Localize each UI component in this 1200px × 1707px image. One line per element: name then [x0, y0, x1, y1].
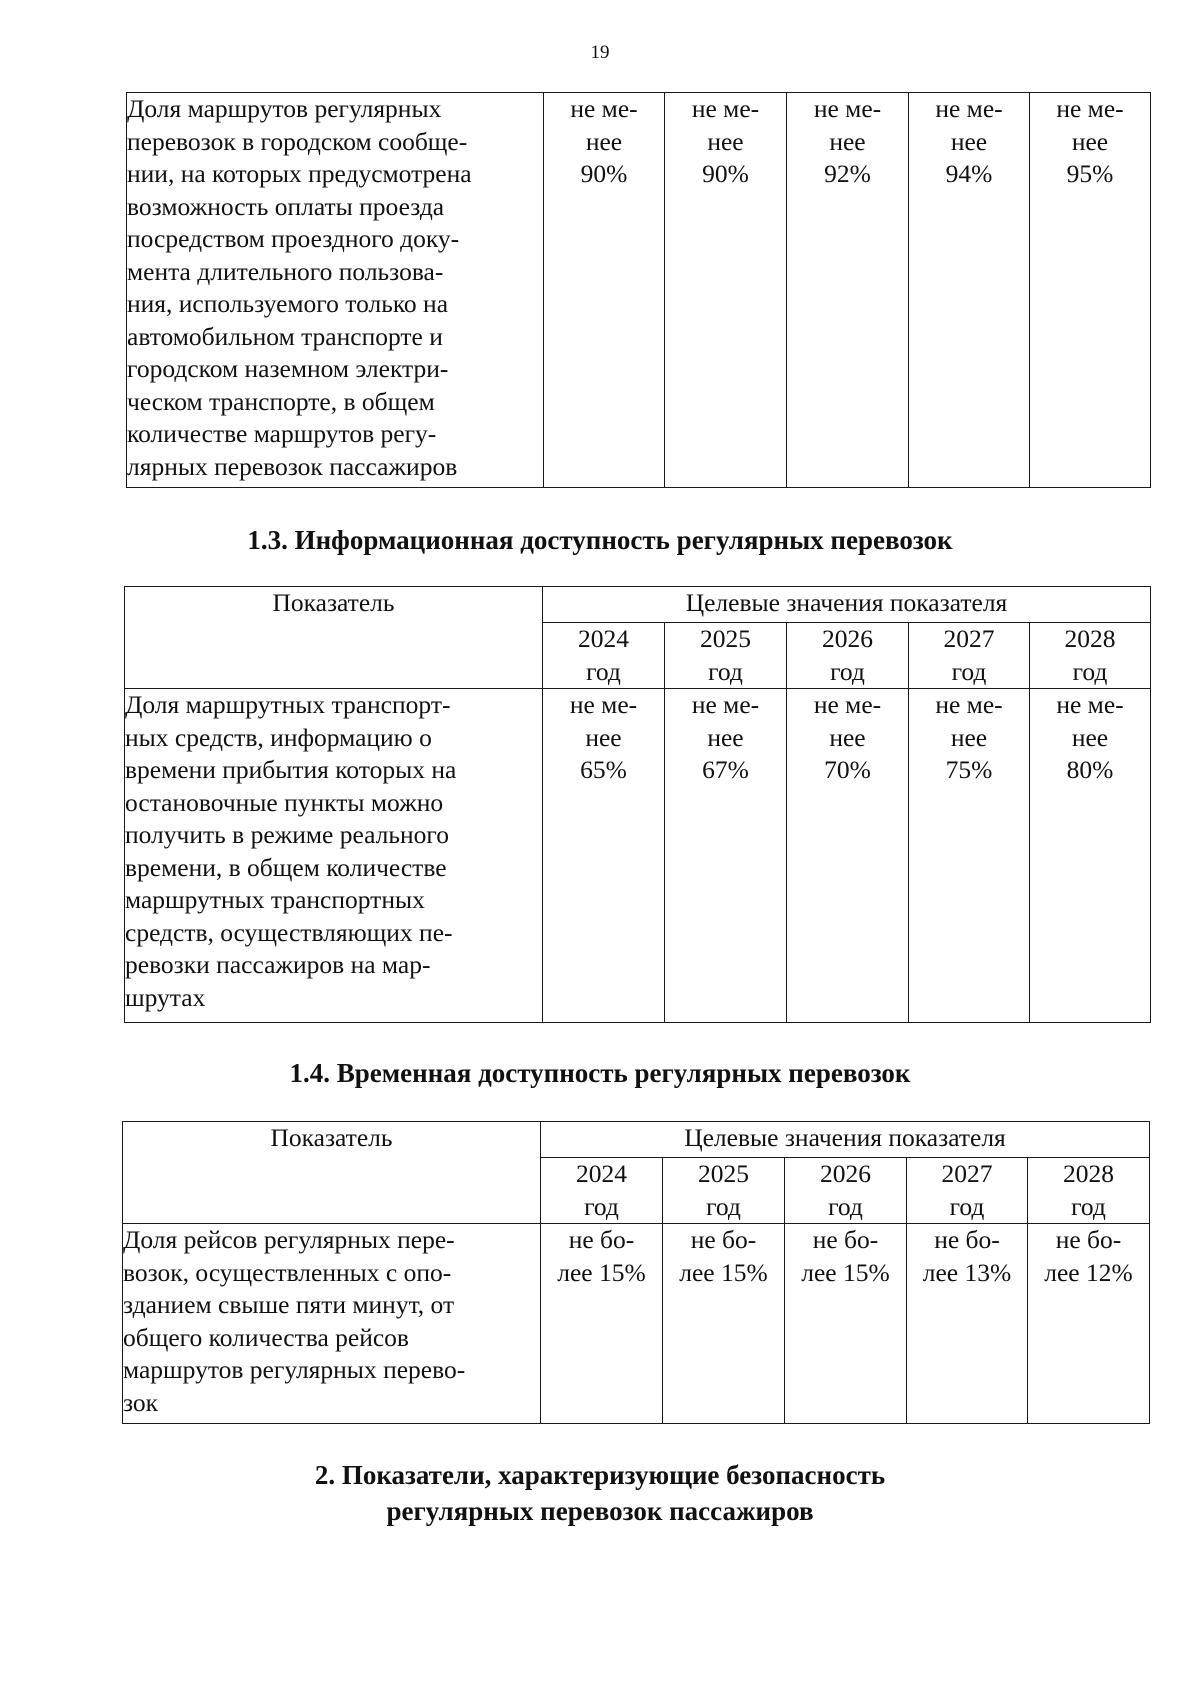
table-header-row	[123, 1122, 1150, 1158]
indicator-line: лярных перевозок пассажиров	[127, 451, 458, 481]
value-cell-2024	[544, 93, 665, 488]
header-target-values: Целевые значения показателя	[541, 1122, 1150, 1158]
value-line: нее	[585, 722, 622, 752]
value-line: 90%	[702, 159, 749, 188]
value-line: нее	[950, 722, 988, 752]
indicator-line: городском наземном электри-	[127, 354, 449, 383]
value-line: 95%	[1066, 159, 1114, 188]
header-year-2027	[907, 1158, 1028, 1224]
indicator-line: зданием свыше пяти минут, от	[123, 1290, 455, 1319]
value-line: 67%	[702, 755, 749, 784]
indicator-line: получить в режиме реального	[125, 820, 449, 849]
indicator-line: ных средств, информацию о	[125, 722, 432, 752]
value-cell-2027	[909, 93, 1030, 488]
value-line: не ме-	[935, 690, 1003, 719]
year-unit: год	[830, 656, 865, 686]
value-line: нее	[1071, 126, 1109, 156]
year-unit: год	[1071, 1191, 1106, 1221]
header-year-2028	[1030, 623, 1151, 689]
header-year-2025	[665, 623, 787, 689]
value-cell-2025	[663, 1224, 785, 1424]
value-line: не бо-	[812, 1225, 879, 1254]
indicator-line: Доля маршрутных транспорт-	[125, 690, 451, 719]
table-row	[125, 689, 1151, 1023]
indicator-cell	[125, 689, 543, 1023]
value-cell-2024	[541, 1224, 663, 1424]
value-line: не ме-	[691, 94, 760, 123]
value-line: нее	[707, 722, 744, 752]
year-line: 2026	[820, 1159, 871, 1188]
value-line: 70%	[824, 755, 871, 784]
year-line: 2028	[1063, 1159, 1114, 1188]
indicator-line: ческом транспорте, в общем	[127, 386, 435, 416]
indicator-line: ревозки пассажиров на мар-	[125, 950, 431, 979]
value-cell-2028	[1030, 689, 1151, 1023]
table-row	[127, 93, 1151, 488]
section-title-line: регулярных перевозок пассажиров	[386, 1496, 814, 1526]
indicator-line: посредством проездного доку-	[127, 224, 460, 253]
value-cell-2028	[1030, 93, 1151, 488]
year-unit: год	[828, 1191, 863, 1221]
value-line: не ме-	[691, 690, 760, 719]
value-cell-2024	[543, 689, 665, 1023]
indicator-line: маршрутных транспортных	[125, 885, 425, 914]
section-title-2	[0, 1457, 1200, 1529]
section-title-line: 2. Показатели, характеризующие безопасность	[314, 1460, 886, 1490]
year-unit: год	[949, 1191, 985, 1221]
indicator-line: возок, осуществленных с опо-	[123, 1257, 452, 1287]
year-line: 2027	[941, 1159, 993, 1188]
year-line: 2026	[822, 624, 873, 653]
value-line: не ме-	[813, 94, 882, 123]
value-line: 94%	[945, 159, 993, 188]
year-line: 2025	[698, 1159, 749, 1188]
value-line: лее 13%	[922, 1257, 1012, 1287]
year-unit: год	[706, 1191, 741, 1221]
indicator-line: Доля маршрутов регулярных	[127, 94, 442, 123]
value-line: лее 12%	[1044, 1257, 1133, 1287]
year-line: 2027	[943, 624, 995, 653]
value-line: не бо-	[934, 1225, 1000, 1254]
table-route-payment	[126, 92, 1151, 488]
year-line: 2024	[576, 1159, 627, 1188]
value-cell-2026	[787, 93, 909, 488]
value-line: не ме-	[1056, 690, 1124, 719]
value-line: не бо-	[690, 1225, 757, 1254]
indicator-line: автомобильном транспорте и	[127, 321, 443, 351]
year-line: 2024	[578, 624, 629, 653]
header-year-2026	[787, 623, 909, 689]
value-cell-2027	[909, 689, 1030, 1023]
year-line: 2025	[700, 624, 751, 653]
indicator-line: общего количества рейсов	[123, 1322, 409, 1352]
value-line: 92%	[824, 159, 871, 188]
value-line: не бо-	[568, 1225, 635, 1254]
header-year-2025	[663, 1158, 785, 1224]
header-year-2024	[543, 623, 665, 689]
value-cell-2026	[785, 1224, 907, 1424]
value-line: не бо-	[1055, 1225, 1122, 1254]
indicator-line: возможность оплаты проезда	[127, 191, 445, 221]
table-info-accessibility	[124, 586, 1151, 1023]
value-line: лее 15%	[557, 1257, 646, 1287]
year-line: 2028	[1064, 624, 1116, 653]
indicator-line: Доля рейсов регулярных пере-	[123, 1225, 455, 1254]
page-number: 19	[590, 42, 610, 63]
value-line: нее	[585, 126, 623, 156]
header-year-2024	[541, 1158, 663, 1224]
value-line: 65%	[580, 755, 627, 784]
header-year-2026	[785, 1158, 907, 1224]
year-unit: год	[584, 1191, 619, 1221]
value-cell-2027	[907, 1224, 1028, 1424]
value-line: не ме-	[935, 94, 1003, 123]
value-cell-2025	[665, 689, 787, 1023]
indicator-line: ния, используемого только на	[127, 289, 449, 318]
indicator-line: маршрутов регулярных перево-	[123, 1355, 466, 1384]
table-header-row	[125, 587, 1151, 623]
value-line: нее	[829, 126, 866, 156]
indicator-cell	[127, 93, 544, 488]
value-cell-2025	[665, 93, 787, 488]
indicator-line: остановочные пункты можно	[125, 787, 444, 817]
year-unit: год	[586, 656, 621, 686]
header-target-values: Целевые значения показателя	[543, 587, 1151, 623]
indicator-line: мента длительного пользова-	[127, 256, 444, 286]
indicator-line: нии, на которых предусмотрена	[127, 159, 472, 188]
header-year-2027	[909, 623, 1030, 689]
year-unit: год	[951, 656, 987, 686]
indicator-line: времени прибытия которых на	[125, 755, 457, 784]
indicator-line: шрутах	[125, 982, 206, 1012]
section-title-1-4: 1.4. Временная доступность регулярных перевозок	[289, 1058, 911, 1088]
value-line: нее	[950, 126, 988, 156]
indicator-line: зок	[123, 1387, 159, 1417]
table-row	[123, 1224, 1150, 1424]
year-unit: год	[1072, 656, 1108, 686]
value-line: лее 15%	[801, 1257, 890, 1287]
header-year-2028	[1028, 1158, 1150, 1224]
section-title-1-3: 1.3. Информационная доступность регулярных перевозок	[247, 525, 953, 555]
value-line: не ме-	[813, 690, 882, 719]
value-line: лее 15%	[679, 1257, 768, 1287]
header-indicator: Показатель	[125, 587, 543, 689]
value-cell-2026	[787, 689, 909, 1023]
indicator-line: времени, в общем количестве	[125, 852, 447, 882]
indicator-line: средств, осуществляющих пе-	[125, 917, 453, 947]
value-line: нее	[829, 722, 866, 752]
indicator-line: количестве маршрутов регу-	[127, 419, 437, 448]
value-line: 80%	[1066, 755, 1114, 784]
value-line: не ме-	[569, 690, 638, 719]
table-time-accessibility	[122, 1121, 1150, 1424]
indicator-cell	[123, 1224, 541, 1424]
value-line: нее	[1071, 722, 1109, 752]
header-indicator: Показатель	[123, 1122, 541, 1224]
value-line: нее	[707, 126, 744, 156]
value-line: 90%	[580, 159, 628, 188]
value-cell-2028	[1028, 1224, 1150, 1424]
year-unit: год	[708, 656, 743, 686]
indicator-line: перевозок в городском сообще-	[127, 126, 468, 156]
value-line: не ме-	[1056, 94, 1124, 123]
value-line: 75%	[945, 755, 993, 784]
value-line: не ме-	[570, 94, 638, 123]
